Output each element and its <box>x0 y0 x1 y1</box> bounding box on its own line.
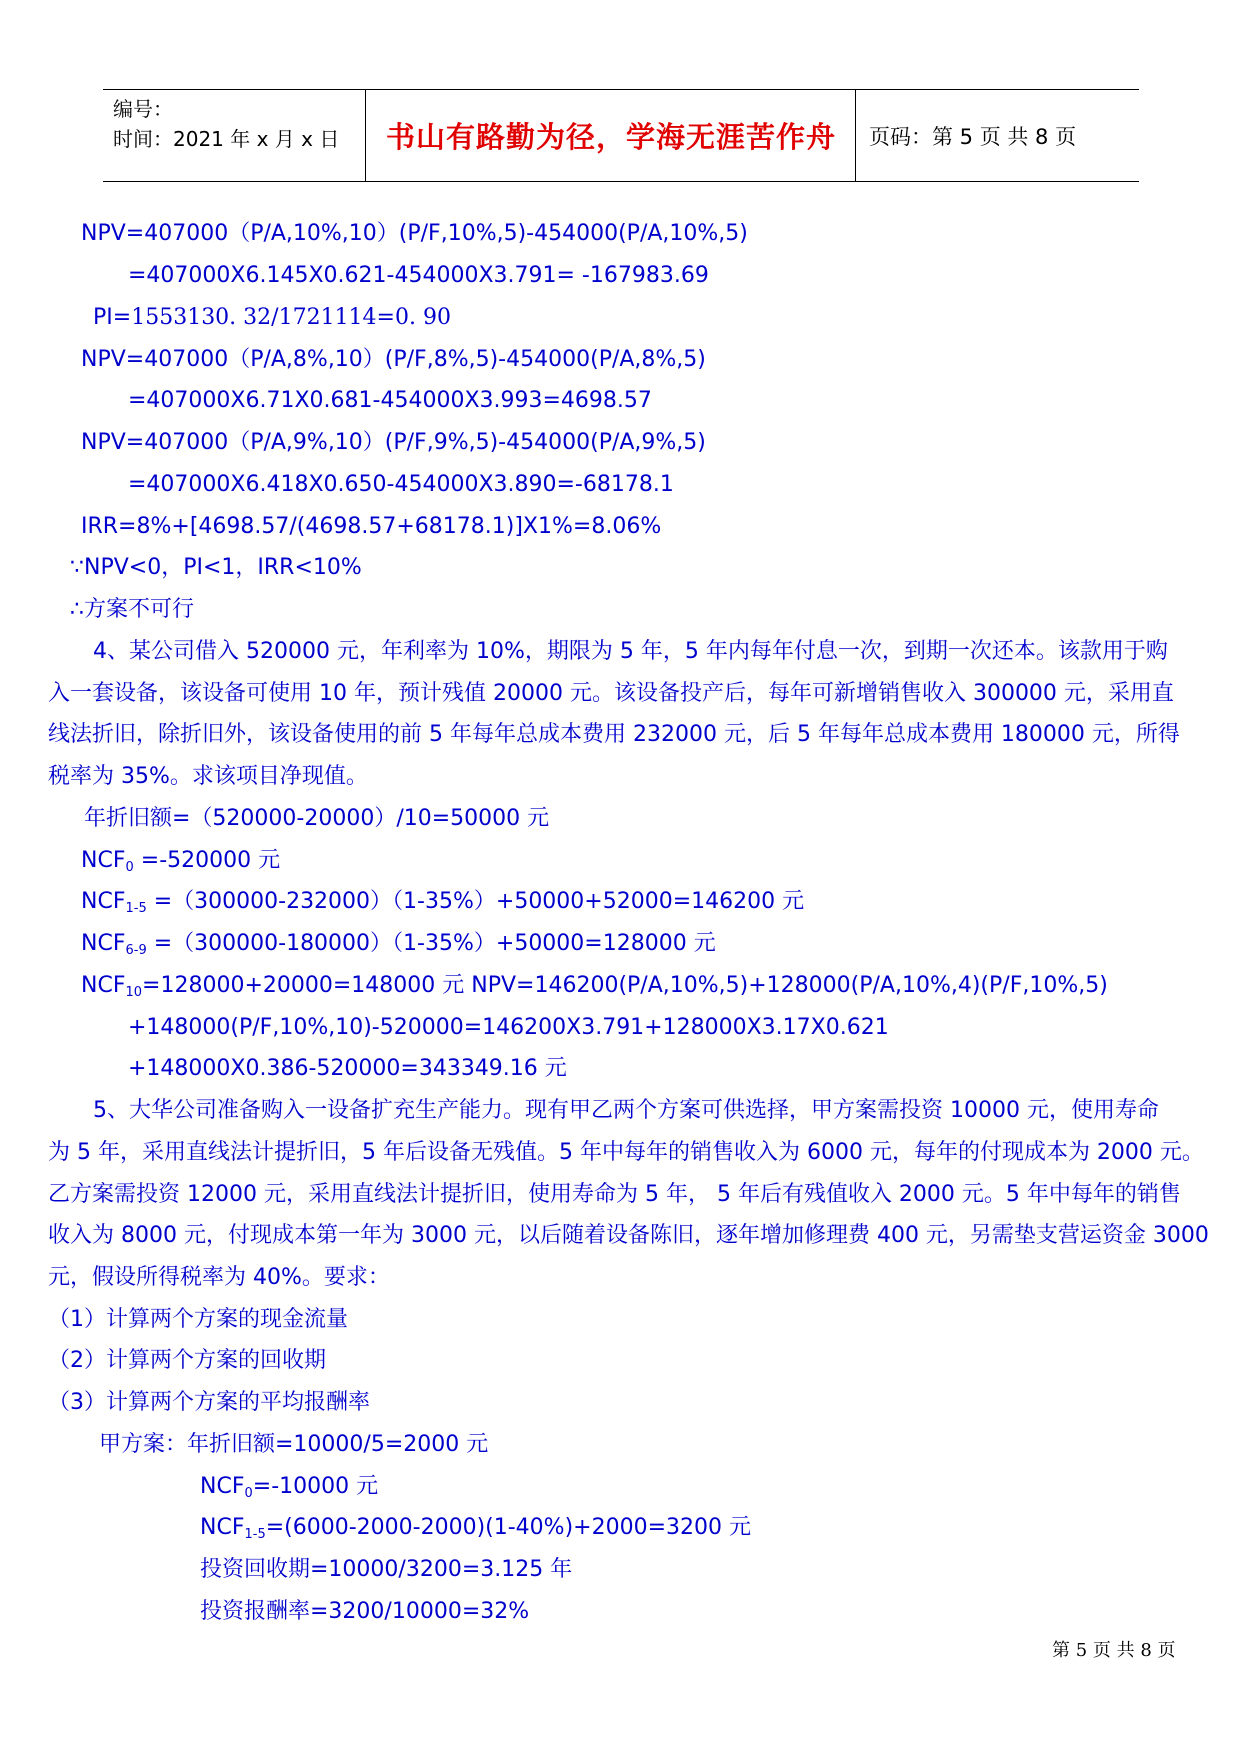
formula-line: $NCF_0 =-520000$ 元 <box>81 848 281 875</box>
formula-line: +148000(P/F,10%,10)-520000=146200X3.791+128000X3.17X0.621 <box>128 1015 889 1040</box>
formula-line: =407000X6.71X0.681-454000X3.993=4698.57 <box>128 388 652 413</box>
time-label: 时间：2021 年 x 月 x 日 <box>113 127 340 151</box>
formula-line: =407000X6.145X0.621-454000X3.791= -167983.69 <box>128 263 709 288</box>
formula-line: 年折旧额=（520000-20000）/10=50000 元 <box>84 806 550 831</box>
conclusion-line: ∴方案不可行 <box>70 597 194 622</box>
answer-line: $NCF_0=-10000$ 元 <box>200 1474 379 1501</box>
page-header <box>103 89 1139 182</box>
paragraph-line: 为 5 年，采用直线法计提折旧，5 年后设备无残值。5 年中每年的销售收入为 6000 元，每年的付现成本为 2000 元。 <box>48 1140 1204 1165</box>
formula-line: PI=1553130. 32/1721114=0. 90 <box>93 305 451 330</box>
formula-line: NPV=407000（P/A,8%,10）(P/F,8%,5)-454000(P/A,8%,5) <box>81 347 706 372</box>
paragraph-line: 入一套设备，该设备可使用 10 年，预计残值 20000 元。该设备投产后，每年可新增销售收入 300000 元，采用直 <box>48 681 1174 706</box>
formula-line: +148000X0.386-520000=343349.16 元 <box>128 1056 567 1081</box>
formula-line: =407000X6.418X0.650-454000X3.890=-68178.1 <box>128 472 674 497</box>
formula-line: NPV=407000（P/A,10%,10）(P/F,10%,5)-454000(P/A,10%,5) <box>81 221 748 246</box>
answer-line: $NCF_{1-5}=(6000-2000-2000)(1-40\%)+2000=3200$ 元 <box>200 1515 751 1542</box>
header-divider <box>365 90 366 181</box>
paragraph-line: 收入为 8000 元，付现成本第一年为 3000 元，以后随着设备陈旧，逐年增加修理费 400 元，另需垫支营运资金 3000 <box>48 1223 1209 1248</box>
question-line: （3）计算两个方案的平均报酬率 <box>48 1390 370 1415</box>
formula-line: $NCF_{6-9} =(300000-180000)(1-35\%)+50000=128000$ 元 <box>81 931 716 958</box>
number-label: 编号： <box>113 97 173 121</box>
formula-line: $NCF_{1-5} =(300000-232000)(1-35\%)+50000+52000=146200$ 元 <box>81 889 805 916</box>
formula-line: $NCF_{10}=128000+20000=148000$ 元 NPV=146200(P/A,10%,5)+128000(P/A,10%,4)(P/F,10%,5) <box>81 973 1108 1000</box>
formula-line: ∵NPV<0，PI<1，IRR<10% <box>70 555 362 580</box>
header-left <box>113 94 339 154</box>
answer-line: 投资报酬率=3200/10000=32% <box>200 1599 530 1624</box>
question-line: （2）计算两个方案的回收期 <box>48 1348 326 1373</box>
paragraph-line: 4、某公司借入 520000 元，年利率为 10%，期限为 5 年，5 年内每年付息一次，到期一次还本。该款用于购 <box>93 639 1168 664</box>
answer-line: 甲方案：年折旧额=10000/5=2000 元 <box>99 1432 489 1457</box>
paragraph-line: 税率为 35%。求该项目净现值。 <box>48 764 368 789</box>
paragraph-line: 5、大华公司准备购入一设备扩充生产能力。现有甲乙两个方案可供选择，甲方案需投资 10000 元，使用寿命 <box>93 1098 1159 1123</box>
question-line: （1）计算两个方案的现金流量 <box>48 1307 348 1332</box>
paragraph-line: 乙方案需投资 12000 元，采用直线法计提折旧，使用寿命为 5 年， 5 年后有残值收入 2000 元。5 年中每年的销售 <box>48 1182 1181 1207</box>
header-divider <box>855 90 856 181</box>
formula-line: IRR=8%+[4698.57/(4698.57+68178.1)]X1%=8.06% <box>81 514 662 539</box>
page-footer: 第 5 页 共 8 页 <box>1052 1640 1176 1661</box>
answer-line: 投资回收期=10000/3200=3.125 年 <box>200 1557 573 1582</box>
formula-line: NPV=407000（P/A,9%,10）(P/F,9%,5)-454000(P/A,9%,5) <box>81 430 706 455</box>
paragraph-line: 元，假设所得税率为 40%。要求： <box>48 1265 390 1290</box>
header-page-info: 页码：第 5 页 共 8 页 <box>869 124 1077 149</box>
header-motto: 书山有路勤为径，学海无涯苦作舟 <box>385 120 836 154</box>
paragraph-line: 线法折旧，除折旧外，该设备使用的前 5 年每年总成本费用 232000 元，后 5 年每年总成本费用 180000 元，所得 <box>48 722 1180 747</box>
